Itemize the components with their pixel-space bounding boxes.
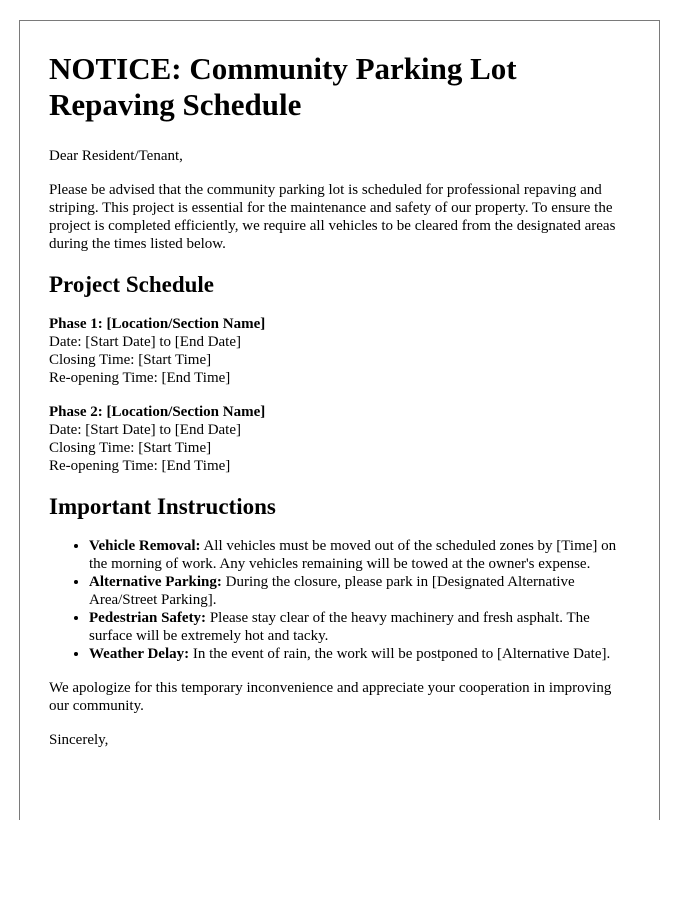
closing-paragraph: We apologize for this temporary inconvenience and appreciate your cooperation in improving our community. [49, 680, 612, 714]
notice-document [19, 20, 660, 820]
instruction-text: During the closure, please park in [Designated Alternative Area/Street Parking]. [89, 574, 575, 608]
salutation: Dear Resident/Tenant, [49, 148, 183, 164]
phase-date: Date: [Start Date] to [End Date] [49, 422, 242, 438]
signoff: Sincerely, [49, 732, 109, 748]
schedule-heading: Project Schedule [49, 272, 215, 297]
instruction-item [89, 537, 631, 573]
instruction-label: Vehicle Removal: [89, 538, 201, 554]
instructions-heading: Important Instructions [49, 494, 276, 519]
intro-paragraph: Please be advised that the community parking lot is scheduled for professional repaving and striping. This project is essential for the maintenance and safety of our property. To ensure the project is completed efficiently, we require all vehicles to be cleared from the designated areas during the times listed below. [49, 182, 616, 252]
instructions-list [49, 537, 631, 663]
phase-block [49, 315, 631, 387]
instruction-item [89, 609, 631, 645]
phase-block [49, 403, 631, 475]
instruction-text: Please stay clear of the heavy machinery and fresh asphalt. The surface will be extremely hot and tacky. [89, 610, 590, 644]
phase-date: Date: [Start Date] to [End Date] [49, 334, 242, 350]
phase-closing-time: Closing Time: [Start Time] [49, 352, 212, 368]
phase-reopening-time: Re-opening Time: [End Time] [49, 370, 231, 386]
instruction-label: Pedestrian Safety: [89, 610, 207, 626]
phase-title: Phase 2: [Location/Section Name] [49, 404, 266, 420]
notice-title: NOTICE: Community Parking Lot Repaving Schedule [49, 51, 517, 122]
phase-title: Phase 1: [Location/Section Name] [49, 316, 266, 332]
instruction-text: All vehicles must be moved out of the scheduled zones by [Time] on the morning of work. Any vehicles remaining will be towed at the owner's expense. [89, 538, 617, 572]
phase-closing-time: Closing Time: [Start Time] [49, 440, 212, 456]
instruction-item [89, 645, 631, 663]
instruction-item [89, 573, 631, 609]
instruction-label: Weather Delay: [89, 646, 190, 662]
instruction-label: Alternative Parking: [89, 574, 222, 590]
phase-reopening-time: Re-opening Time: [End Time] [49, 458, 231, 474]
instruction-text: In the event of rain, the work will be postponed to [Alternative Date]. [189, 646, 611, 662]
